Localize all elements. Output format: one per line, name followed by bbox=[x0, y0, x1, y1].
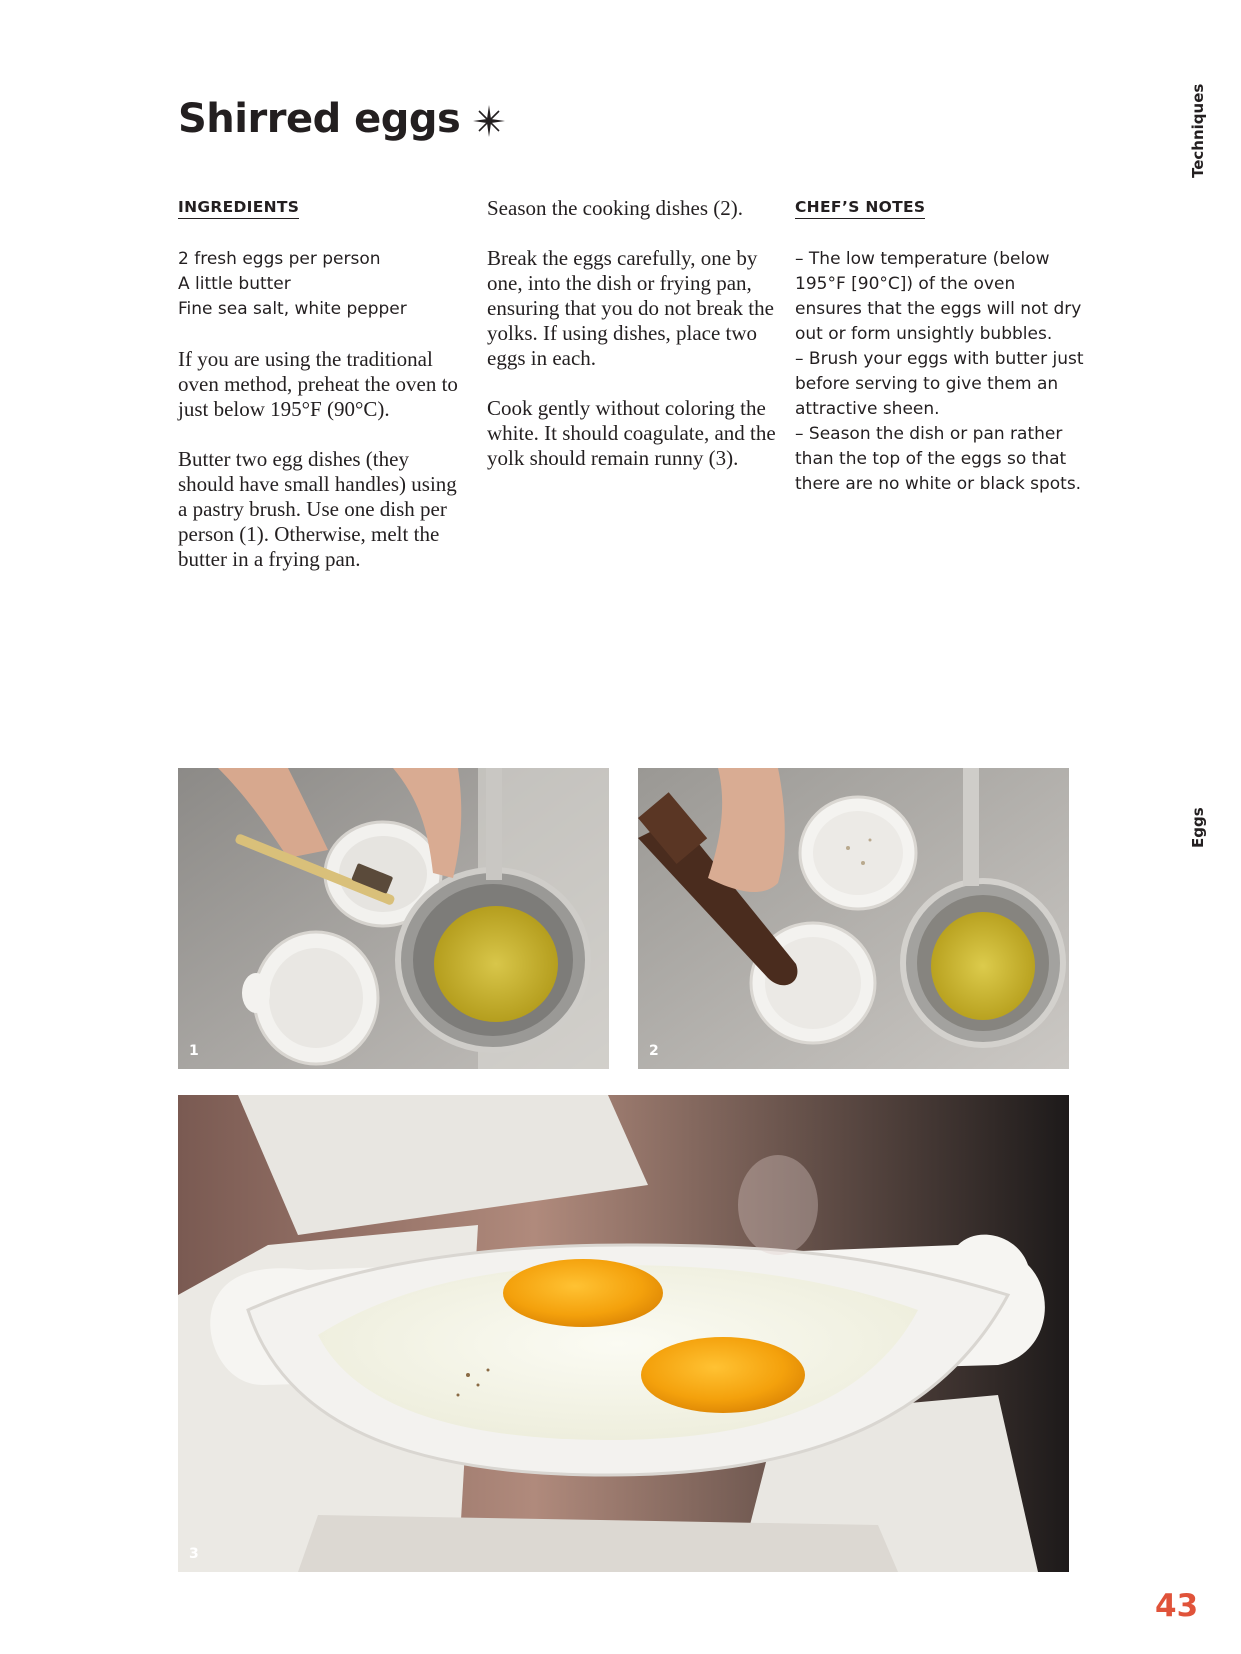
chefs-notes-list bbox=[795, 247, 1085, 497]
photo-step-1-illustration bbox=[178, 768, 609, 1069]
side-chapter-label: Eggs bbox=[1189, 807, 1207, 848]
side-section-label: Techniques bbox=[1189, 83, 1207, 178]
photo-step-3-illustration bbox=[178, 1095, 1069, 1572]
photo-number: 3 bbox=[189, 1546, 199, 1562]
photo-step-2-illustration bbox=[638, 768, 1069, 1069]
ingredient-item: Fine sea salt, white pepper bbox=[178, 299, 407, 319]
sparkle-icon bbox=[472, 104, 506, 138]
ingredients-list bbox=[178, 247, 468, 322]
column-chefs-notes bbox=[795, 196, 1085, 497]
method-paragraph: Season the cooking dishes (2). bbox=[487, 196, 744, 220]
ingredient-item: 2 fresh eggs per person bbox=[178, 249, 381, 269]
chefs-note: – Brush your eggs with butter just before serving to give them an attractive sheen. bbox=[795, 349, 1084, 419]
page-number: 43 bbox=[1155, 1588, 1199, 1624]
photo-step-3 bbox=[178, 1095, 1069, 1572]
photo-number: 1 bbox=[189, 1043, 199, 1059]
column-method bbox=[487, 196, 777, 496]
page-title bbox=[178, 96, 506, 142]
photo-step-2 bbox=[638, 768, 1069, 1069]
method-paragraph: Break the eggs carefully, one by one, into the dish or frying pan, ensuring that you do not break the yolks. If using dishes, place two eggs in each. bbox=[487, 246, 774, 370]
photo-number: 2 bbox=[649, 1043, 659, 1059]
photo-step-1 bbox=[178, 768, 609, 1069]
ingredients-heading: INGREDIENTS bbox=[178, 198, 299, 219]
column-ingredients bbox=[178, 196, 468, 597]
ingredient-item: A little butter bbox=[178, 274, 291, 294]
chefs-note: – Season the dish or pan rather than the top of the eggs so that there are no white or black spots. bbox=[795, 424, 1082, 494]
chefs-notes-heading: CHEF’S NOTES bbox=[795, 198, 925, 219]
method-paragraph: Butter two egg dishes (they should have small handles) using a pastry brush. Use one dish per person (1). Otherwise, melt the butter in a frying pan. bbox=[178, 447, 457, 571]
method-paragraph: If you are using the traditional oven method, preheat the oven to just below 195°F (90°C). bbox=[178, 347, 458, 421]
title-text: Shirred eggs bbox=[178, 96, 461, 142]
method-paragraph: Cook gently without coloring the white. It should coagulate, and the yolk should remain runny (3). bbox=[487, 396, 776, 470]
chefs-note: – The low temperature (below 195°F [90°C]) of the oven ensures that the eggs will not dry out or form unsightly bubbles. bbox=[795, 249, 1082, 344]
